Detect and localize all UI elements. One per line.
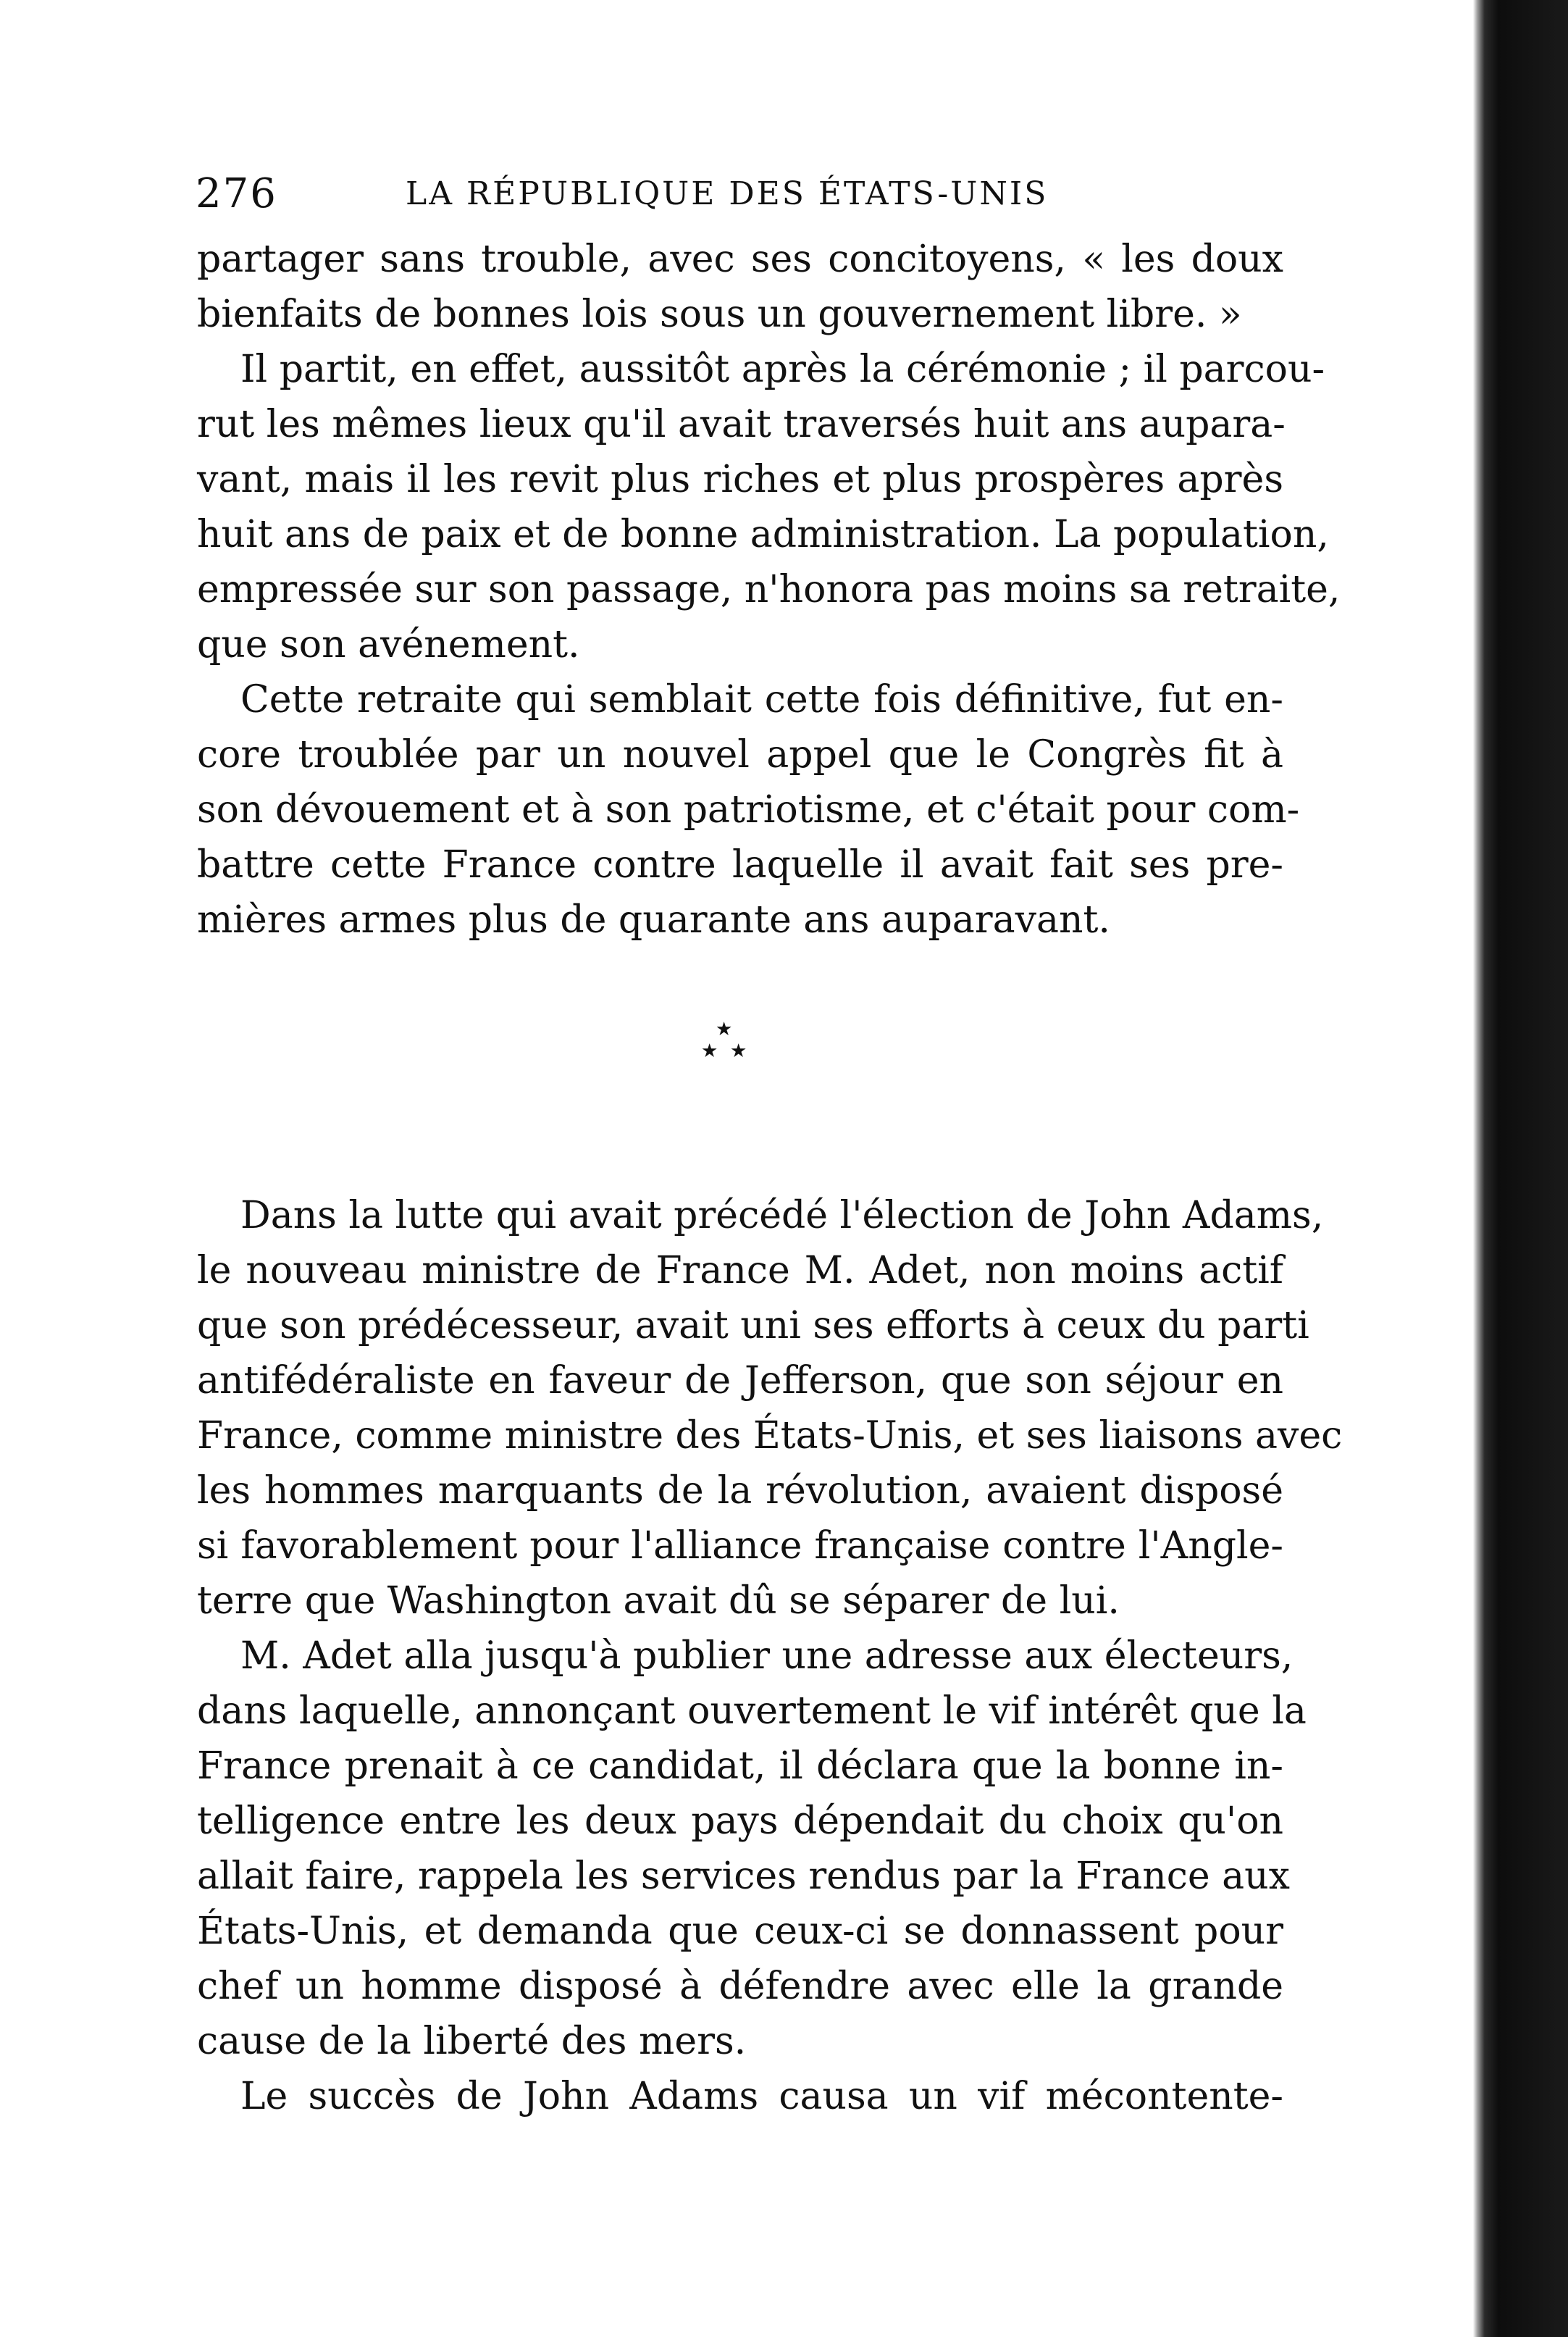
text-line: cause de la liberté des mers. [197,2020,747,2063]
text-line: terre que Washington avait dû se séparer de lui. [197,1579,1120,1623]
body-text-section-two [197,1188,1343,2124]
text-line: bienfaits de bonnes lois sous un gouvernement libre. » [197,293,1242,336]
text-line: États-Unis, et demanda que ceux-ci se donnassent pour [197,1910,1283,1953]
text-line: empressée sur son passage, n'honora pas moins sa retraite, [197,568,1341,611]
page-binding-edge [1452,0,1568,2337]
asterism-star: ★ [730,1040,747,1062]
text-line: son dévouement et à son patriotisme, et c'était pour com- [197,788,1300,832]
text-line: rut les mêmes lieux qu'il avait traversés huit ans aupara- [197,403,1286,446]
text-line: Il partit, en effet, aussitôt après la cérémonie ; il parcou- [240,348,1325,391]
text-line: que son avénement. [197,623,580,666]
text-line: vant, mais il les revit plus riches et plus prospères après [197,458,1283,501]
text-line: antifédéraliste en faveur de Jefferson, que son séjour en [197,1359,1283,1402]
running-title: LA RÉPUBLIQUE DES ÉTATS-UNIS [406,175,1049,212]
page-number: 276 [196,170,277,217]
text-line: le nouveau ministre de France M. Adet, non moins actif [197,1249,1283,1292]
running-header [196,165,1296,223]
text-line: si favorablement pour l'alliance française contre l'Angle- [197,1524,1283,1568]
text-line: M. Adet alla jusqu'à publier une adresse aux électeurs, [240,1634,1294,1678]
text-line: mières armes plus de quarante ans auparavant. [197,898,1110,942]
text-line: Dans la lutte qui avait précédé l'élection de John Adams, [240,1194,1324,1237]
asterism-star: ★ [701,1040,718,1062]
text-line: dans laquelle, annonçant ouvertement le vif intérêt que la [197,1689,1307,1733]
text-line: battre cette France contre laquelle il avait fait ses pre- [197,843,1283,887]
text-line: que son prédécesseur, avait uni ses efforts à ceux du parti [197,1304,1309,1347]
text-line: Cette retraite qui semblait cette fois définitive, fut en- [240,678,1283,722]
text-line: les hommes marquants de la révolution, avaient disposé [197,1469,1283,1513]
body-text-section-one [197,232,1341,948]
text-line: chef un homme disposé à défendre avec elle la grande [197,1965,1283,2008]
text-line: huit ans de paix et de bonne administration. La population, [197,513,1329,556]
text-line: allait faire, rappela les services rendus par la France aux [197,1855,1290,1898]
text-line: telligence entre les deux pays dépendait du choix qu'on [197,1799,1283,1843]
text-line: Le succès de John Adams causa un vif mécontente- [240,2075,1283,2118]
text-line: France, comme ministre des États-Unis, et ses liaisons avec [197,1414,1343,1458]
asterism-star: ★ [716,1019,733,1040]
text-line: partager sans trouble, avec ses concitoyens, « les doux [197,238,1283,281]
section-break-asterism [681,1020,768,1078]
text-line: France prenait à ce candidat, il déclara que la bonne in- [197,1744,1283,1788]
text-line: core troublée par un nouvel appel que le Congrès fit à [197,733,1283,777]
